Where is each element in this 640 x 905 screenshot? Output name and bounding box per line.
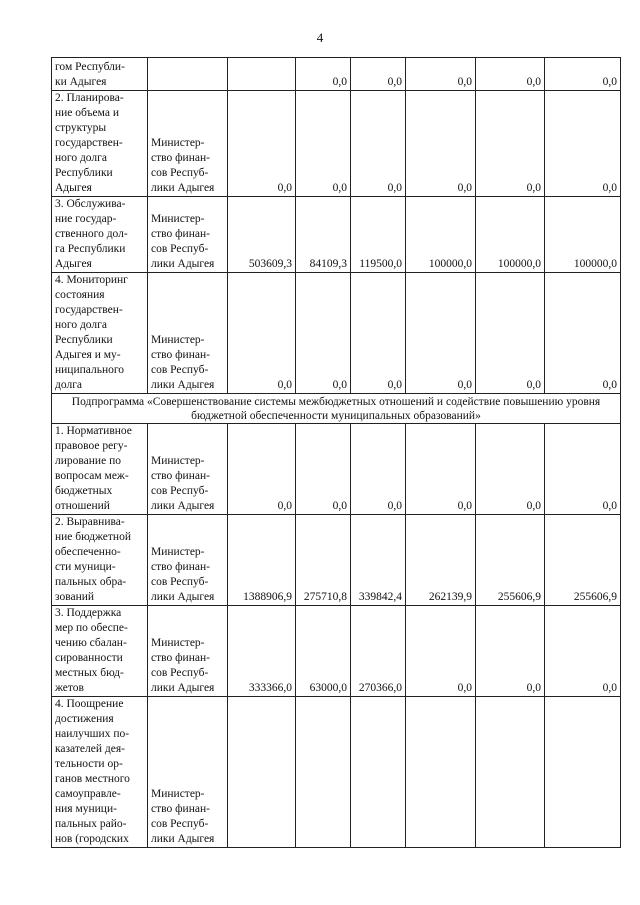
value-cell: 0,0 (545, 606, 621, 697)
value-total-cell: 1388906,9 (228, 515, 296, 606)
event-name-cell: 2. Планирова- ние объема и структуры государствен- ного долга Республики Адыгея (52, 91, 148, 197)
value-cell: 0,0 (351, 58, 406, 91)
value-cell (351, 697, 406, 848)
value-cell (476, 697, 545, 848)
executor-cell: Министер- ство финан- сов Респуб- лики Адыгея (148, 197, 228, 273)
value-cell: 0,0 (296, 273, 351, 394)
value-cell: 255606,9 (545, 515, 621, 606)
value-total-cell: 0,0 (228, 91, 296, 197)
value-cell: 270366,0 (351, 606, 406, 697)
subprogram-row (52, 394, 621, 424)
table-row (52, 606, 621, 697)
value-cell: 0,0 (406, 606, 476, 697)
value-cell: 275710,8 (296, 515, 351, 606)
executor-cell: Министер- ство финан- сов Респуб- лики Адыгея (148, 91, 228, 197)
value-cell: 0,0 (545, 424, 621, 515)
value-total-cell: 503609,3 (228, 197, 296, 273)
value-cell: 0,0 (296, 58, 351, 91)
executor-cell: Министер- ство финан- сов Респуб- лики Адыгея (148, 424, 228, 515)
table-row (52, 515, 621, 606)
value-cell: 0,0 (476, 424, 545, 515)
executor-cell: Министер- ство финан- сов Респуб- лики Адыгея (148, 273, 228, 394)
event-name-cell: гом Республи- ки Адыгея (52, 58, 148, 91)
value-cell: 255606,9 (476, 515, 545, 606)
value-total-cell: 333366,0 (228, 606, 296, 697)
value-cell: 0,0 (406, 424, 476, 515)
subprogram-title: Подпрограмма «Совершенствование системы межбюджетных отношений и содействие повышению уровня бюджетной обеспеченности муниципальных образований» (52, 394, 621, 424)
table-row (52, 58, 621, 91)
value-cell: 0,0 (351, 273, 406, 394)
executor-cell: Министер- ство финан- сов Респуб- лики Адыгея (148, 697, 228, 848)
value-cell: 119500,0 (351, 197, 406, 273)
value-cell: 100000,0 (545, 197, 621, 273)
value-cell: 0,0 (476, 91, 545, 197)
value-cell: 0,0 (476, 58, 545, 91)
value-cell: 0,0 (296, 424, 351, 515)
value-cell (296, 697, 351, 848)
event-name-cell: 4. Мониторинг состояния государствен- ного долга Республики Адыгея и му- ниципального долга (52, 273, 148, 394)
value-total-cell: 0,0 (228, 273, 296, 394)
value-cell: 0,0 (545, 273, 621, 394)
value-cell (406, 697, 476, 848)
value-cell (545, 697, 621, 848)
value-total-cell (228, 697, 296, 848)
table-row (52, 197, 621, 273)
value-cell: 0,0 (545, 58, 621, 91)
value-cell: 0,0 (406, 91, 476, 197)
table-row (52, 424, 621, 515)
table-row (52, 697, 621, 848)
value-cell: 100000,0 (406, 197, 476, 273)
page-number: 4 (316, 30, 324, 45)
value-cell: 0,0 (406, 273, 476, 394)
event-name-cell: 3. Обслужива- ние государ- ственного дол- га Республики Адыгея (52, 197, 148, 273)
value-cell: 0,0 (296, 91, 351, 197)
value-total-cell (228, 58, 296, 91)
event-name-cell: 4. Поощрение достижения наилучших по- казателей дея- тельности ор- ганов местного самоуправле- ния муници- пальных райо- нов (городских (52, 697, 148, 848)
value-cell: 0,0 (351, 424, 406, 515)
event-name-cell: 2. Выравнива- ние бюджетной обеспеченно- сти муници- пальных обра- зований (52, 515, 148, 606)
event-name-cell: 1. Нормативное правовое регу- лирование по вопросам меж- бюджетных отношений (52, 424, 148, 515)
value-cell: 0,0 (406, 58, 476, 91)
value-cell: 100000,0 (476, 197, 545, 273)
budget-table (51, 57, 621, 848)
value-cell: 0,0 (351, 91, 406, 197)
value-cell: 0,0 (476, 273, 545, 394)
value-cell: 339842,4 (351, 515, 406, 606)
value-cell: 262139,9 (406, 515, 476, 606)
table-row (52, 273, 621, 394)
value-cell: 0,0 (476, 606, 545, 697)
value-total-cell: 0,0 (228, 424, 296, 515)
table-row (52, 91, 621, 197)
value-cell: 0,0 (545, 91, 621, 197)
executor-cell: Министер- ство финан- сов Респуб- лики Адыгея (148, 606, 228, 697)
executor-cell: Министер- ство финан- сов Респуб- лики Адыгея (148, 515, 228, 606)
value-cell: 63000,0 (296, 606, 351, 697)
event-name-cell: 3. Поддержка мер по обеспе- чению сбалан- сированности местных бюд- жетов (52, 606, 148, 697)
value-cell: 84109,3 (296, 197, 351, 273)
executor-cell (148, 58, 228, 91)
